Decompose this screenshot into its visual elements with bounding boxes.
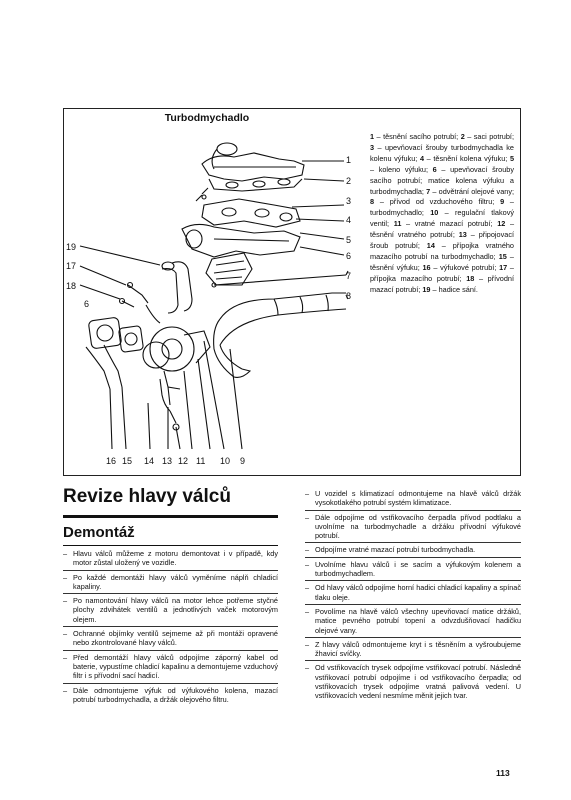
legend-text: těsnění vratného potrubí; [370, 230, 455, 240]
bullet-item [63, 596, 278, 627]
legend-item: 16 – výfukové potrubí; [422, 262, 497, 272]
right-column [305, 489, 521, 705]
legend-text: přípojka mazacího potrubí; [370, 273, 462, 283]
bullet-text: Od vstřikovacích trysek odpojíme vstřikovací potrubí. Následně vstřikovací potrubí odpojíme i od vstřikovacího čerpadla; od vstřikovacích trysek odpojíme vratná palivová vedení. U vstřikovacích vedení nesmíme měnit jejich tvar. [315, 663, 521, 701]
bullet-dash: – [63, 629, 68, 639]
callout-2: 2 [346, 176, 352, 186]
legend-item: 1 – těsnění sacího potrubí; [370, 132, 459, 141]
left-column [63, 549, 278, 708]
legend-item: 19 – hadice sání. [422, 284, 478, 294]
bullet-dash: – [305, 545, 310, 555]
callout-13: 13 [162, 456, 173, 466]
legend-text: hadice sání. [438, 284, 478, 294]
callout-16: 16 [106, 456, 117, 466]
bullet-dash: – [63, 652, 68, 662]
legend-item: 10 – regulační tlakový ventil; [370, 208, 514, 229]
callout-17: 17 [66, 261, 77, 271]
callout-15: 15 [122, 456, 133, 466]
legend-text: saci potrubí; [473, 132, 514, 141]
callout-14: 14 [144, 456, 155, 466]
legend-item: 14 – přípojka vratného mazacího potrubí na turbodmychadlo; [370, 241, 514, 261]
legend-number: 17 [499, 262, 508, 272]
bullet-dash: – [63, 549, 68, 558]
legend-text: regulační tlakový ventil; [370, 208, 514, 229]
figure-title: Turbodmychadlo [164, 112, 250, 124]
legend-number: 16 [422, 262, 431, 272]
callout-5: 5 [346, 235, 352, 245]
legend-item: 18 – přívodní mazací potrubí; [370, 273, 514, 294]
legend-text: těsnění výfuku; [370, 262, 420, 272]
legend-text: turbodmychadlo; [370, 208, 424, 218]
bullet-item [305, 663, 521, 702]
legend-text: upevňovací šrouby sacího potrubí; matice kolena výfuku a turbodmychadla; [370, 164, 514, 196]
bullet-text: Před demontáží hlavy válců odpojíme záporný kabel od baterie, vypustíme chladicí kapalinu a demontujeme vzduchový filtr i s přívodní sací hadicí. [73, 652, 278, 681]
legend-number: 4 [419, 153, 425, 163]
bullet-item [305, 545, 521, 557]
legend-text: těsnění kolena výfuku; [433, 153, 508, 163]
bullet-text: Povolíme na hlavě válců všechny upevňovací matice držáků, matice pevného potrubí topení a odvzdušňovací hadičku olejové vany. [315, 606, 521, 635]
legend-item: 11 – vratné mazací potrubí; [393, 219, 493, 229]
legend-item: 17 – přípojka mazacího potrubí; [370, 262, 514, 283]
legend-text: přívodní mazací potrubí; [370, 273, 514, 294]
legend-item: 3 – upevňovací šrouby turbodmychadla ke kolenu výfuku; [370, 142, 514, 163]
legend-number: 8 [370, 197, 375, 207]
callout-6: 6 [346, 251, 352, 261]
callout-6-left: 6 [84, 299, 90, 309]
bullet-dash: – [305, 663, 310, 673]
bullet-item [63, 653, 278, 684]
bullet-text: Uvolníme hlavu válců i se sacím a výfukovým kolenem a turbodmychadlem. [315, 559, 521, 579]
legend-number: 9 [500, 197, 505, 207]
legend-number: 18 [466, 273, 475, 283]
legend-item: 13 – připojovací šroub potrubí; [370, 230, 514, 251]
legend-number: 5 [509, 153, 515, 163]
legend-text: vratné mazací potrubí; [414, 219, 493, 229]
bullet-item [305, 640, 521, 662]
legend-item: 8 – přívod od vzduchového filtru; [370, 197, 495, 207]
legend-item: 15 – těsnění výfuku; [370, 251, 514, 272]
bullet-text: Po každé demontáži hlavy válců vyměníme náplň chladicí kapaliny. [73, 572, 278, 591]
callout-3: 3 [346, 196, 352, 206]
bullet-text: Z hlavy válců odmontujeme kryt i s těsněním a vyšroubujeme žhavicí svíčky. [315, 639, 521, 659]
legend-text: těsnění sacího potrubí; [383, 132, 459, 141]
legend-number: 2 [460, 132, 465, 141]
bullet-text: Hlavu válců můžeme z motoru demontovat i v případě, kdy motor zůstal uložený ve vozidle. [73, 549, 278, 568]
bullet-item [305, 513, 521, 544]
bullet-text: U vozidel s klimatizací odmontujeme na hlavě válců držák vysokotlakého potrubí systém klimatizace. [315, 489, 521, 508]
bullet-item [305, 583, 521, 605]
bullet-text: Odpojíme vratné mazací potrubí turbodmychadla. [315, 545, 476, 555]
legend-number: 15 [498, 251, 507, 261]
bullet-dash: – [305, 489, 310, 498]
callout-11: 11 [196, 456, 206, 466]
bullet-dash: – [63, 596, 68, 606]
bullet-text: Ochranné objímky ventilů sejmeme až při montáži opravené nebo zkontrolované hlavy válců. [73, 629, 278, 648]
legend-item: 9 – turbodmychadlo; [370, 197, 514, 218]
bullet-item [63, 549, 278, 571]
callout-10: 10 [220, 456, 231, 466]
legend-item: 5 – koleno výfuku; [370, 153, 515, 174]
legend-item: 2 – saci potrubí; [460, 132, 514, 141]
legend-text: přívod od vzduchového filtru; [389, 197, 495, 207]
callout-18: 18 [66, 281, 77, 291]
subsection-heading: Demontáž [63, 524, 135, 541]
bullet-text: Dále odmontujeme výfuk od výfukového kolena, mazací potrubí turbodmychadla, a držák olejového filtru. [73, 685, 278, 704]
heading-rule [63, 515, 278, 518]
bullet-item [305, 560, 521, 582]
legend-number: 12 [497, 219, 506, 229]
bullet-dash: – [305, 606, 310, 616]
legend-number: 1 [370, 132, 375, 141]
callout-19: 19 [66, 242, 77, 252]
legend-item: 6 – upevňovací šrouby sacího potrubí; matice kolena výfuku a turbodmychadla; [370, 164, 514, 196]
legend-item: 7 – odvětrání olejové vany; [426, 186, 514, 196]
legend-text: přípojka vratného mazacího potrubí na turbodmychadlo; [370, 241, 514, 261]
legend-text: odvětrání olejové vany; [438, 186, 514, 196]
figure-legend [370, 132, 514, 296]
legend-number: 14 [426, 241, 435, 251]
legend-number: 13 [458, 230, 467, 240]
legend-text: koleno výfuku; [378, 164, 428, 174]
callout-12: 12 [178, 456, 189, 466]
legend-text: připojovací šroub potrubí; [370, 230, 514, 251]
subheading-rule [63, 545, 278, 546]
bullet-item [305, 607, 521, 638]
callout-9: 9 [240, 456, 246, 466]
bullet-dash: – [305, 639, 310, 649]
legend-item: 12 – těsnění vratného potrubí; [370, 219, 515, 240]
legend-number: 6 [432, 164, 437, 174]
bullet-dash: – [305, 559, 310, 569]
bullet-item [63, 686, 278, 707]
legend-number: 3 [370, 142, 375, 152]
legend-number: 7 [426, 186, 431, 196]
callout-4: 4 [346, 215, 352, 225]
bullet-item [63, 573, 278, 595]
section-heading: Revize hlavy válců [63, 486, 231, 507]
bullet-dash: – [63, 572, 68, 582]
legend-number: 19 [422, 284, 431, 294]
bullet-item [63, 629, 278, 651]
bullet-text: Od hlavy válců odpojíme horní hadici chladicí kapaliny a spínač tlaku oleje. [315, 583, 521, 602]
bullet-text: Po namontování hlavy válců na motor lehce potřeme styčné plochy zdvihátek ventilů a jednotlivých vaček motorovým olejem. [73, 596, 278, 624]
figure-frame [63, 108, 521, 476]
callout-8: 8 [346, 291, 352, 301]
bullet-dash: – [63, 685, 68, 695]
legend-item: 4 – těsnění kolena výfuku; [419, 153, 508, 163]
bullet-text: Dále odpojíme od vstřikovacího čerpadla přívod podtlaku a uvolníme na turbodmychadle a držáku přívodní výfukové potrubí. [315, 512, 521, 541]
bullet-dash: – [305, 583, 310, 593]
bullet-item [305, 489, 521, 511]
callout-1: 1 [346, 155, 352, 165]
page-number: 113 [496, 768, 510, 778]
bullet-dash: – [305, 512, 310, 522]
legend-number: 10 [430, 208, 439, 218]
legend-number: 11 [393, 219, 402, 229]
legend-text: výfukové potrubí; [440, 262, 497, 272]
legend-text: upevňovací šrouby turbodmychadla ke kolenu výfuku; [370, 142, 514, 163]
callout-7: 7 [346, 271, 352, 281]
